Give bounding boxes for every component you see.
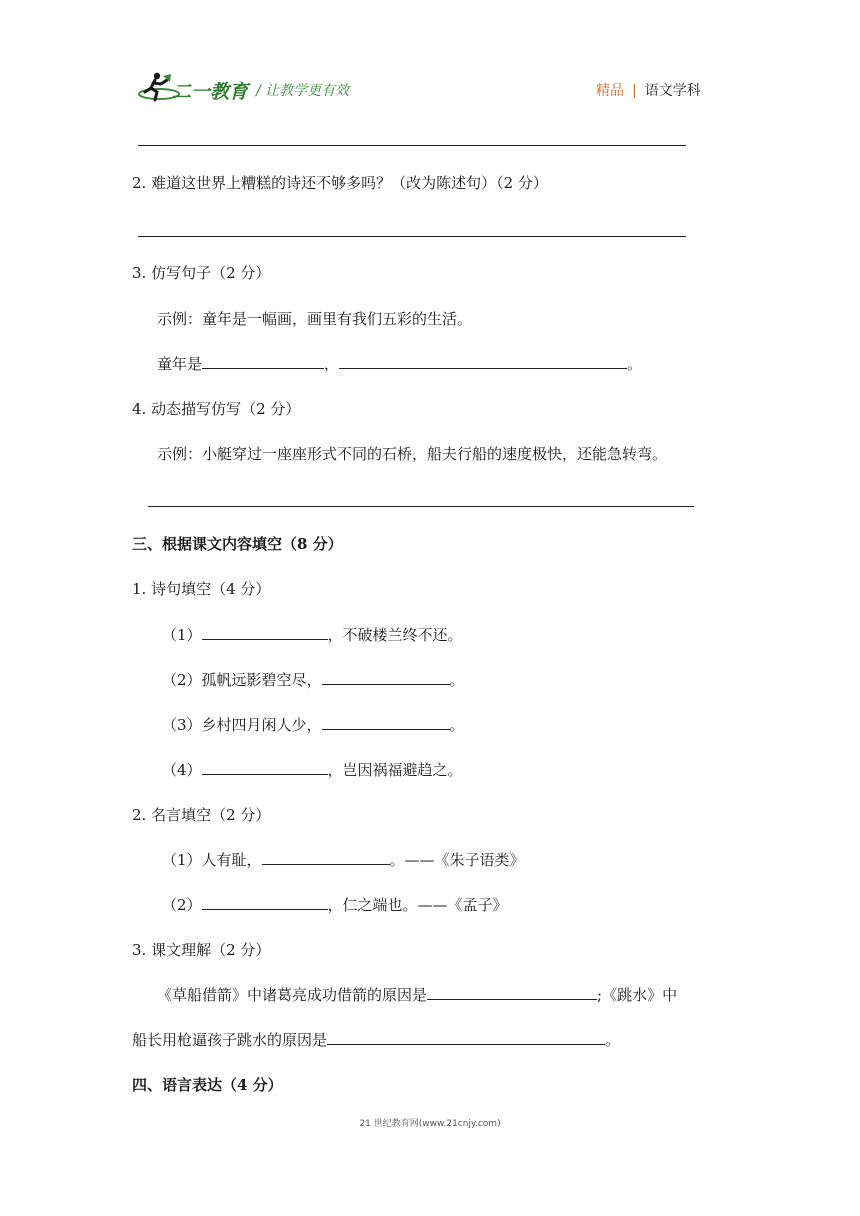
answer-line-4[interactable] (148, 506, 694, 507)
blank-poem-4[interactable] (202, 760, 328, 775)
answer-line-1[interactable] (138, 145, 686, 146)
subject-label: 语文学科 (644, 83, 701, 99)
header-separator: | (632, 83, 637, 99)
quote-source: ，仁之端也。——《孟子》 (327, 896, 508, 914)
period: 。 (605, 1031, 621, 1049)
poem-fill-title: 1. 诗句填空（4 分） (132, 580, 271, 598)
comprehension-text: 船长用枪逼孩子跳水的原因是 (132, 1031, 328, 1049)
blank-3b[interactable] (339, 354, 627, 369)
question-4-title: 4. 动态描写仿写（2 分） (132, 400, 301, 418)
question-3-title: 3. 仿写句子（2 分） (132, 264, 271, 282)
item-number: （2） (162, 896, 202, 914)
blank-poem-1[interactable] (202, 625, 328, 640)
period: 。 (627, 355, 643, 373)
comprehension-line-2 (132, 1030, 620, 1050)
blank-quote-2[interactable] (202, 895, 328, 910)
page-footer: 21 世纪教育网(www.21cnjy.com) (359, 1119, 501, 1129)
comprehension-line-1 (157, 985, 677, 1005)
poem-text: ，不破楼兰终不还。 (327, 626, 463, 644)
slogan: / 让教学更有效 (256, 83, 350, 99)
question-2: 2. 难道这世界上糟糕的诗还不够多吗？（改为陈述句）（2 分） (132, 174, 548, 192)
quote-fill-title: 2. 名言填空（2 分） (132, 806, 271, 824)
blank-3a[interactable] (202, 354, 324, 369)
question-3-example: 示例：童年是一幅画，画里有我们五彩的生活。 (157, 310, 473, 328)
answer-line-2[interactable] (138, 236, 686, 237)
answer-prefix: 童年是 (157, 355, 203, 373)
blank-quote-1[interactable] (262, 850, 390, 865)
header-right (596, 80, 701, 100)
poem-fill-3 (162, 715, 465, 735)
poem-fill-1 (162, 625, 463, 645)
quote-fill-2 (162, 895, 508, 915)
blank-poem-3[interactable] (322, 715, 450, 730)
blank-poem-2[interactable] (322, 670, 450, 685)
comma: ， (324, 355, 340, 373)
section-4-title: 四、语言表达（4 分） (132, 1076, 283, 1094)
item-number: （1） (162, 626, 202, 644)
section-3-title: 三、根据课文内容填空（8 分） (132, 535, 343, 553)
quote-fill-1 (162, 850, 525, 870)
quote-text: （1）人有耻， (162, 851, 262, 869)
question-4-example: 示例：小艇穿过一座座形式不同的石桥，船夫行船的速度极快，还能急转弯。 (157, 445, 668, 463)
quote-source: 。——《朱子语类》 (389, 851, 525, 869)
premium-label: 精品 (596, 83, 624, 99)
period: 。 (449, 671, 465, 689)
blank-comprehension-1[interactable] (427, 985, 597, 1000)
question-3-answer (157, 354, 642, 374)
page-header (0, 0, 860, 120)
comprehension-text: 《草船借箭》中诸葛亮成功借箭的原因是 (157, 986, 428, 1004)
logo-text: 二一教育 (172, 81, 249, 103)
poem-fill-2 (162, 670, 465, 690)
blank-comprehension-2[interactable] (327, 1030, 605, 1045)
poem-text: ，岂因祸福避趋之。 (327, 761, 463, 779)
comprehension-title: 3. 课文理解（2 分） (132, 941, 271, 959)
comprehension-text: ;《跳水》中 (597, 986, 678, 1004)
poem-text: （2）孤帆远影碧空尽， (162, 671, 322, 689)
poem-fill-4 (162, 760, 463, 780)
item-number: （4） (162, 761, 202, 779)
period: 。 (449, 716, 465, 734)
poem-text: （3）乡村四月闲人少， (162, 716, 322, 734)
